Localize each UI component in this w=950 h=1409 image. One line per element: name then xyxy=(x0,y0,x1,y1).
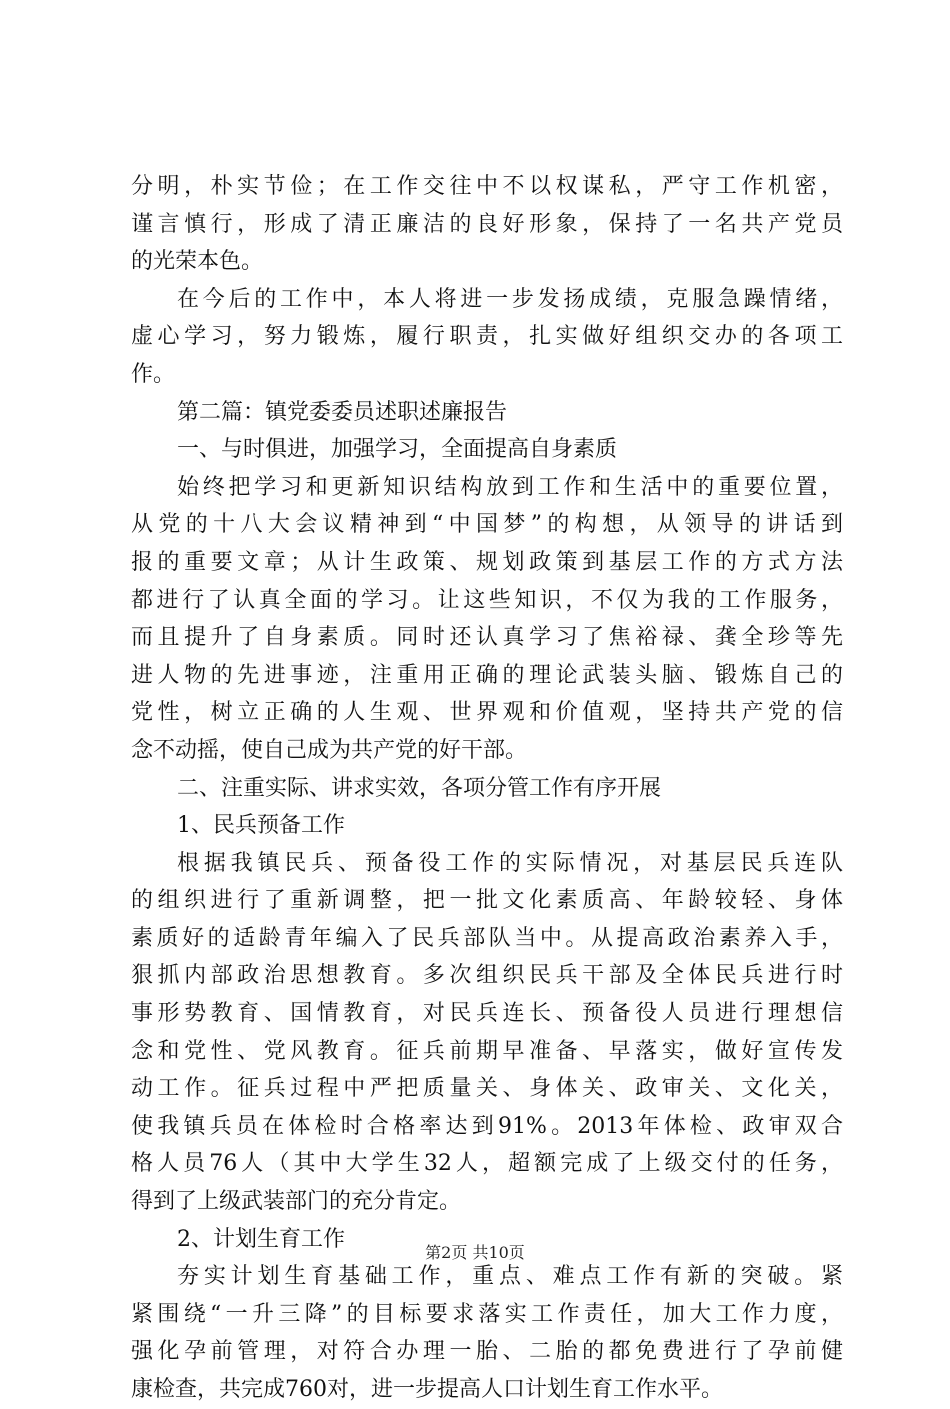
text-line: 而且提升了自身素质。同时还认真学习了焦裕禄、龚全珍等先 xyxy=(131,625,843,651)
text-line: 都进行了认真全面的学习。让这些知识，不仅为我的工作服务， xyxy=(131,587,843,613)
body-text xyxy=(131,168,843,1409)
text-line: 康检查，共完成760对，进一步提高人口计划生育工作水平。 xyxy=(131,1377,723,1402)
text-line: 强化孕前管理，对符合办理一胎、二胎的都免费进行了孕前健 xyxy=(131,1339,843,1365)
heading: 一、与时俱进，加强学习，全面提高自身素质 xyxy=(177,437,618,463)
text-line: 夯实计划生育基础工作，重点、难点工作有新的突破。紧 xyxy=(177,1264,843,1290)
text-line: 报的重要文章；从计生政策、规划政策到基层工作的方式方法 xyxy=(131,549,843,575)
subheading: 2、计划生育工作 xyxy=(177,1226,345,1252)
text-line: 事形势教育、国情教育，对民兵连长、预备役人员进行理想信 xyxy=(131,1001,843,1027)
text-line: 紧围绕“一升三降”的目标要求落实工作责任，加大工作力度， xyxy=(131,1301,843,1327)
text-line: 的组织进行了重新调整，把一批文化素质高、年龄较轻、身体 xyxy=(131,888,843,914)
text-line: 党性，树立正确的人生观、世界观和价值观，坚持共产党的信 xyxy=(131,700,843,726)
text-line: 的光荣本色。 xyxy=(131,249,264,275)
text-line: 在今后的工作中，本人将进一步发扬成绩，克服急躁情绪， xyxy=(177,286,843,312)
section-title: 第二篇：镇党委委员述职述廉报告 xyxy=(177,399,508,425)
text-line: 念不动摇，使自己成为共产党的好干部。 xyxy=(131,737,528,763)
subheading: 1、民兵预备工作 xyxy=(177,813,345,839)
page-number-footer: 第2页 共10页 xyxy=(425,1243,525,1262)
text-line: 作。 xyxy=(131,361,176,387)
text-line: 进人物的先进事迹，注重用正确的理论武装头脑、锻炼自己的 xyxy=(131,662,843,688)
heading: 二、注重实际、讲求实效，各项分管工作有序开展 xyxy=(177,775,662,801)
text-line: 念和党性、党风教育。征兵前期早准备、早落实，做好宣传发 xyxy=(131,1038,843,1064)
text-line: 狠抓内部政治思想教育。多次组织民兵干部及全体民兵进行时 xyxy=(131,963,843,989)
text-line: 素质好的适龄青年编入了民兵部队当中。从提高政治素养入手， xyxy=(131,925,843,951)
text-line: 始终把学习和更新知识结构放到工作和生活中的重要位置， xyxy=(177,474,843,500)
text-line: 从党的十八大会议精神到“中国梦”的构想，从领导的讲话到 xyxy=(131,512,843,538)
text-line: 根据我镇民兵、预备役工作的实际情况，对基层民兵连队 xyxy=(177,850,843,876)
text-line: 使我镇兵员在体检时合格率达到91%。2013年体检、政审双合 xyxy=(131,1113,843,1139)
text-line: 虚心学习，努力锻炼，履行职责，扎实做好组织交办的各项工 xyxy=(131,324,843,350)
text-line: 分明，朴实节俭；在工作交往中不以权谋私，严守工作机密， xyxy=(131,174,843,199)
text-line: 得到了上级武装部门的充分肯定。 xyxy=(131,1189,462,1215)
text-line: 格人员76人（其中大学生32人，超额完成了上级交付的任务， xyxy=(131,1151,843,1177)
text-line: 谨言慎行，形成了清正廉洁的良好形象，保持了一名共产党员 xyxy=(131,211,843,237)
text-line: 动工作。征兵过程中严把质量关、身体关、政审关、文化关， xyxy=(131,1076,843,1102)
